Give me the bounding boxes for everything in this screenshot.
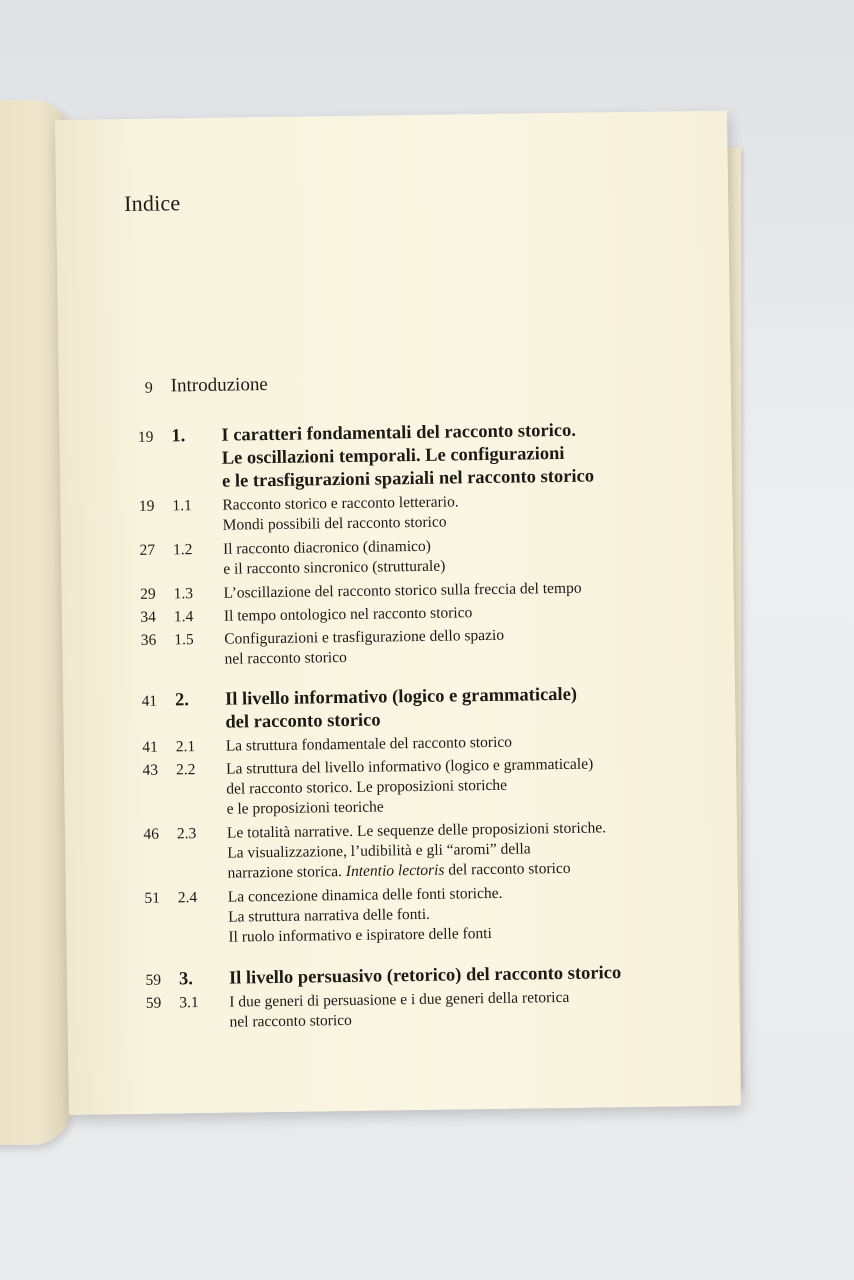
toc-line: Il livello persuasivo (retorico) del racconto storico <box>228 963 622 989</box>
toc-line: del racconto storico <box>225 710 381 733</box>
toc-line: L’oscillazione del racconto storico sulla freccia del tempo <box>223 579 582 602</box>
toc-section-number: 2.1 <box>175 738 196 756</box>
toc-section-number: 2.3 <box>176 825 197 843</box>
toc-chapter-title <box>221 419 662 494</box>
toc-page-number: 19 <box>137 428 154 446</box>
toc-section-title <box>224 601 664 627</box>
toc-line: La visualizzazione, l’udibilità e gli “aromi” della <box>227 840 531 862</box>
toc-line: Il racconto diacronico (dinamico) <box>222 537 431 558</box>
toc-section-title <box>228 882 669 948</box>
toc-section-title <box>227 818 668 884</box>
toc-section-number: 2.4 <box>177 889 198 907</box>
toc-line-text: del racconto storico <box>444 859 571 879</box>
toc-section-number: 1.2 <box>172 541 193 559</box>
toc-entry-label: Introduzione <box>170 374 268 397</box>
toc-section-title <box>223 578 663 604</box>
toc-section-number: 1.4 <box>173 608 194 626</box>
toc-page-number: 36 <box>140 631 157 649</box>
book-page <box>55 111 741 1115</box>
toc-page-number: 34 <box>140 608 157 626</box>
toc-page-number: 46 <box>143 825 160 843</box>
toc-page-number: 9 <box>144 379 153 397</box>
toc-page-number: 27 <box>139 541 156 559</box>
page-title: Indice <box>123 190 181 217</box>
toc-line: nel racconto storico <box>224 648 347 668</box>
toc-chapter-number: 2. <box>174 690 190 711</box>
toc-line: nel racconto storico <box>229 1011 352 1031</box>
toc-section-title <box>226 754 667 820</box>
toc-chapter-title <box>225 683 666 735</box>
toc-section-1-2 <box>61 534 661 578</box>
toc-chapter-number: 1. <box>171 426 186 447</box>
toc-section-title <box>229 987 670 1033</box>
toc-chapter-number: 3. <box>178 969 194 990</box>
toc-line: I caratteri fondamentali del racconto storico. <box>221 420 577 446</box>
toc-page-number: 19 <box>138 497 155 515</box>
toc-line: La struttura del livello informativo (logico e grammaticale) <box>225 755 594 778</box>
toc-line: Le oscillazioni temporali. Le configurazioni <box>221 443 565 469</box>
toc-chapter-2 <box>63 683 663 733</box>
toc-page-number: 41 <box>141 692 158 710</box>
toc-section-number: 1.1 <box>172 497 192 515</box>
toc-section-number: 1.5 <box>174 631 194 649</box>
toc-section-title <box>223 534 664 580</box>
toc-line: del racconto storico. Le proposizioni storiche <box>226 776 508 798</box>
toc-section-number: 1.3 <box>173 585 194 603</box>
toc-page-number: 29 <box>140 585 156 603</box>
toc-section-number: 2.2 <box>175 761 196 779</box>
toc-chapter-1 <box>59 419 659 492</box>
toc-line: La concezione dinamica delle fonti storiche. <box>227 884 503 906</box>
toc-section-title <box>226 731 666 757</box>
toc-line: Le totalità narrative. Le sequenze delle proposizioni storiche. <box>226 819 607 842</box>
toc-line: I due generi di persuasione e i due generi della retorica <box>229 988 570 1011</box>
toc-section-number: 3.1 <box>179 994 199 1012</box>
toc-section-title <box>224 624 665 670</box>
toc-line-text: narrazione storica. <box>227 863 346 882</box>
toc-page-number: 41 <box>142 738 158 756</box>
toc-page-number: 59 <box>145 994 162 1012</box>
toc-line-italic: Intentio lectoris <box>345 861 445 881</box>
toc-section-1-3 <box>62 578 662 603</box>
toc-line: La struttura fondamentale del racconto storico <box>225 733 513 755</box>
toc-line: Racconto storico e racconto letterario. <box>222 493 459 514</box>
toc-page-number: 43 <box>142 761 159 779</box>
toc-line: La struttura narrativa delle fonti. <box>228 905 431 926</box>
toc-section-2-4 <box>66 882 666 946</box>
toc-line: e le trasfigurazioni spaziali nel racconto storico <box>221 466 595 492</box>
toc-chapter-title <box>229 962 669 991</box>
toc-line: Il tempo ontologico nel racconto storico <box>223 604 473 625</box>
toc-line: Mondi possibili del racconto storico <box>222 513 447 534</box>
toc-chapter-3 <box>67 962 667 990</box>
toc-page-number: 59 <box>145 971 162 989</box>
toc-line: e il racconto sincronico (strutturale) <box>223 557 446 578</box>
toc-section-2-3 <box>65 818 665 882</box>
toc-line: e le proposizioni teoriche <box>226 798 384 818</box>
toc-line: Il livello informativo (logico e grammaticale) <box>224 684 578 710</box>
toc-line: Configurazioni e trasfigurazione dello spazio <box>224 626 505 648</box>
toc-line: Il ruolo informativo e ispiratore delle fonti <box>228 924 492 946</box>
toc-entry-introduction <box>59 370 659 397</box>
toc-page-number: 51 <box>144 889 160 907</box>
toc-section-title <box>222 490 663 536</box>
